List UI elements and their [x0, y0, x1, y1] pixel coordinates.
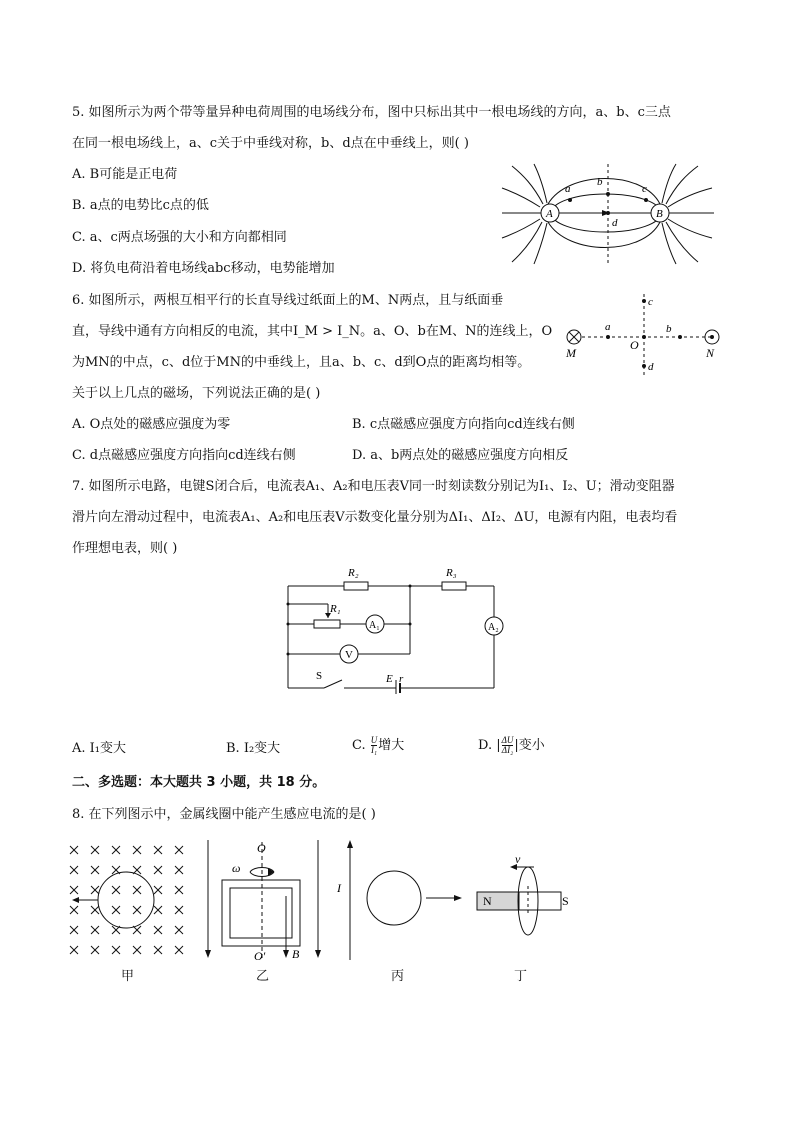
- q5-point-b-label: b: [597, 176, 603, 188]
- q8-label-ding: 丁: [514, 969, 528, 984]
- q5-electric-field-figure: [498, 160, 720, 270]
- q5-option-a: A. B可能是正电荷: [72, 167, 178, 182]
- q6-b-label: b: [666, 323, 672, 335]
- q7-option-c-head: C.: [352, 738, 366, 753]
- q6-c-label: c: [648, 296, 653, 308]
- q6-stem-line3: 为MN的中点，c、d位于MN的中垂线上，且a、b、c、d到O点的距离均相等。: [72, 355, 531, 370]
- q7-option-d-tail: |变小: [514, 738, 545, 753]
- q8-yi-o-prime-label: O′: [254, 949, 266, 963]
- q6-option-d: D. a、b两点处的磁感应强度方向相反: [352, 448, 569, 463]
- q7-option-a: A. I₁变大: [72, 741, 126, 756]
- q7-option-c: [352, 736, 404, 755]
- q7-option-d-denominator: ΔI₂: [501, 745, 514, 755]
- q8-label-bing: 丙: [391, 969, 405, 984]
- q7-option-c-numerator: U: [370, 735, 378, 745]
- q7-stem-line1: 7. 如图所示电路，电键S闭合后，电流表A₁、A₂和电压表V同一时刻读数分别记为I₁、I₂、U；滑动变阻器: [72, 479, 675, 494]
- q8-yi-o-label: O: [257, 841, 266, 855]
- q6-option-b: B. c点磁感应强度方向指向cd连线右侧: [352, 417, 575, 432]
- q6-magnetic-field-figure: [560, 290, 730, 380]
- q7-stem-line3: 作理想电表，则( ): [72, 541, 178, 556]
- q7-v-label: V: [345, 649, 353, 661]
- q6-stem-line2: 直，导线中通有方向相反的电流，其中I_M > I_N。a、O、b在M、N的连线上，O: [72, 324, 553, 339]
- q7-circuit-diagram: [282, 562, 504, 694]
- q8-yi-b-label: B: [292, 947, 300, 961]
- q5-charge-b-label: B: [656, 208, 663, 220]
- q6-d-label: d: [648, 361, 654, 373]
- q8-label-jia: 甲: [121, 969, 135, 984]
- q7-e-label: E: [386, 673, 393, 685]
- q6-stem-line4: 关于以上几点的磁场，下列说法正确的是( ): [72, 386, 321, 401]
- q7-r1-label: R₁: [330, 603, 341, 615]
- q7-option-d: [478, 736, 545, 755]
- q5-charge-a-label: A: [546, 208, 553, 220]
- q8-figure-bing: [330, 836, 470, 962]
- q7-s-label: S: [316, 670, 323, 682]
- section-title-multiple-choice: 二、多选题：本大题共 3 小题，共 18 分。: [72, 775, 326, 790]
- q8-bing-i-label: I: [337, 881, 341, 895]
- q6-option-a: A. O点处的磁感应强度为零: [72, 417, 231, 432]
- q5-stem-line2: 在同一根电场线上，a、c关于中垂线对称，b、d点在中垂线上，则( ): [72, 136, 469, 151]
- q5-option-d: D. 将负电荷沿着电场线abc移动，电势能增加: [72, 261, 335, 276]
- q7-option-d-head: D. |: [478, 738, 501, 753]
- q7-stem-line2: 滑片向左滑动过程中，电流表A₁、A₂和电压表V示数变化量分别为ΔI₁、ΔI₂、ΔU，电源有内阻，电表均看: [72, 510, 678, 525]
- q7-r2-label: R₂: [348, 567, 359, 579]
- q5-point-d-label: d: [612, 217, 618, 229]
- q8-label-yi: 乙: [256, 969, 270, 984]
- q8-figure-ding: [472, 846, 582, 956]
- q8-ding-v-label: v: [515, 852, 521, 866]
- q5-option-b: B. a点的电势比c点的低: [72, 198, 209, 213]
- q6-n-label: N: [706, 346, 715, 360]
- q6-option-c: C. d点磁感应强度方向指向cd连线右侧: [72, 448, 296, 463]
- q8-yi-omega-label: ω: [232, 861, 241, 875]
- q5-point-a-label: a: [565, 183, 571, 195]
- q5-point-c-label: c: [642, 183, 647, 195]
- q6-a-label: a: [605, 321, 611, 333]
- q8-ding-n-label: N: [483, 894, 492, 908]
- q7-r-label: r: [399, 673, 404, 685]
- q7-option-c-tail: 增大: [378, 738, 405, 753]
- q6-m-label: M: [566, 346, 576, 360]
- q7-r3-label: R₃: [446, 567, 457, 579]
- q8-figure-jia: [66, 840, 190, 960]
- q5-option-c: C. a、c两点场强的大小和方向都相同: [72, 230, 287, 245]
- q7-a1-label: A₁: [369, 620, 380, 631]
- q7-option-b: B. I₂变大: [226, 741, 281, 756]
- q7-a2-label: A₂: [488, 622, 499, 633]
- q6-o-label: O: [630, 338, 639, 352]
- q8-stem: 8. 在下列图示中，金属线圈中能产生感应电流的是( ): [72, 807, 376, 822]
- q8-ding-s-label: S: [562, 894, 569, 908]
- q6-stem-line1: 6. 如图所示，两根互相平行的长直导线过纸面上的M、N两点，且与纸面垂: [72, 293, 504, 308]
- q8-figure-yi: [196, 836, 326, 966]
- q5-stem-line1: 5. 如图所示为两个带等量异种电荷周围的电场线分布，图中只标出其中一根电场线的方向，a、b、c三点: [72, 105, 671, 120]
- q7-option-d-numerator: ΔU: [501, 735, 514, 745]
- q7-option-c-denominator: I₁: [370, 745, 378, 755]
